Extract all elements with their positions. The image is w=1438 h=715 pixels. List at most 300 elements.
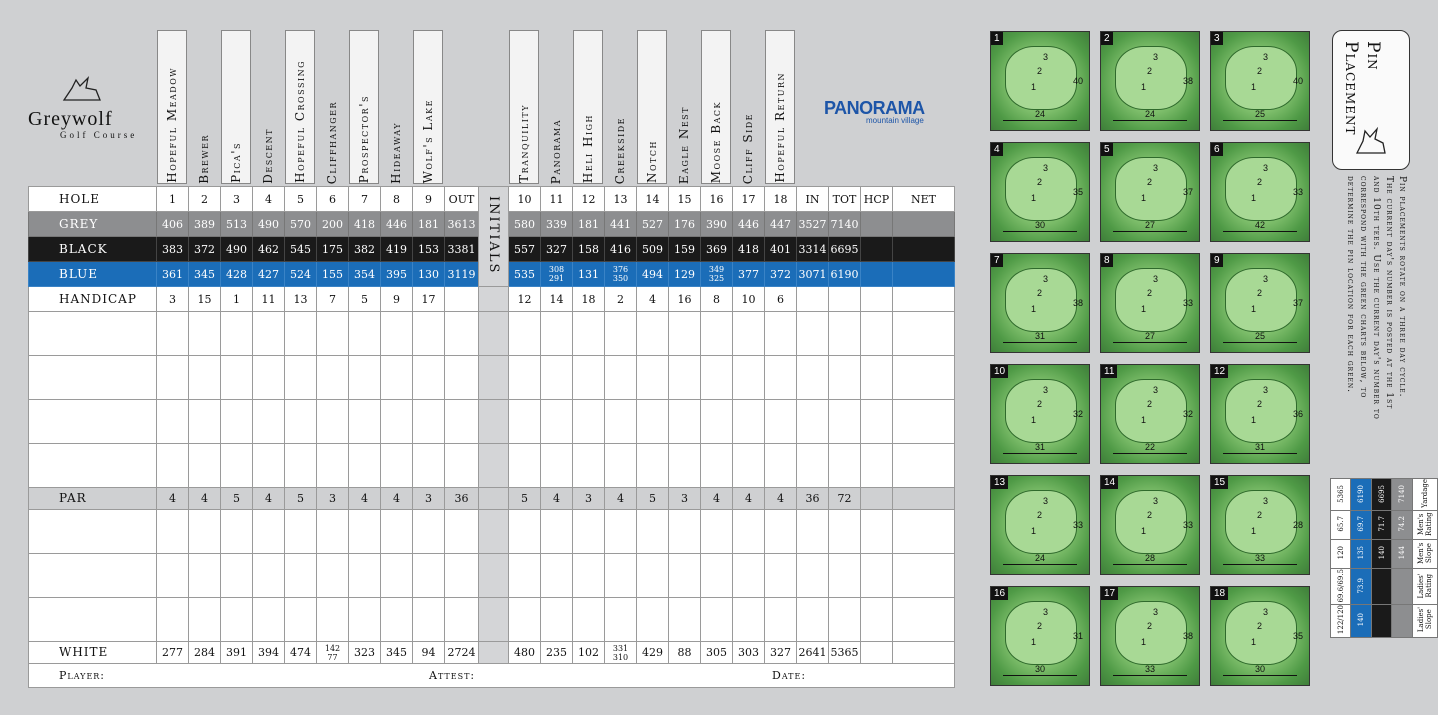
hole-name-label: Hopeful Crossing xyxy=(293,60,307,183)
cell: 427 xyxy=(253,262,285,287)
cell xyxy=(479,187,509,287)
par-row xyxy=(29,488,955,510)
hole-name xyxy=(381,70,411,184)
cell xyxy=(157,400,189,444)
cell: BLACK xyxy=(29,237,157,262)
green-width: 30 xyxy=(1035,664,1046,674)
cell: 391 xyxy=(221,642,253,664)
pin-zone-1: 1 xyxy=(1141,637,1147,647)
score-entry-row[interactable] xyxy=(29,356,955,400)
cell xyxy=(29,554,157,598)
rating-cell xyxy=(1331,510,1351,539)
green-outline xyxy=(1225,46,1297,110)
cell: 2724 xyxy=(445,642,479,664)
cell: 372 xyxy=(189,237,221,262)
cell xyxy=(253,510,285,554)
cell xyxy=(797,356,829,400)
cell xyxy=(573,554,605,598)
green-chart xyxy=(1100,253,1200,353)
cell: 7 xyxy=(349,187,381,212)
cell xyxy=(29,444,157,488)
pin-zone-2: 2 xyxy=(1037,66,1043,76)
cell: 570 xyxy=(285,212,317,237)
cell: 12 xyxy=(509,287,541,312)
rating-value: 140 xyxy=(1377,546,1386,560)
cell xyxy=(861,400,893,444)
scorecard-table xyxy=(28,186,955,688)
green-chart xyxy=(990,475,1090,575)
cell: 390 xyxy=(701,212,733,237)
attest-label[interactable]: Attest: xyxy=(429,669,476,682)
cell xyxy=(541,554,573,598)
pin-zone-2: 2 xyxy=(1147,510,1153,520)
cell xyxy=(29,510,157,554)
green-outline xyxy=(1005,379,1077,443)
green-width: 25 xyxy=(1255,109,1266,119)
cell xyxy=(797,554,829,598)
green-width: 31 xyxy=(1035,331,1046,341)
green-depth: 37 xyxy=(1292,298,1303,308)
cell xyxy=(861,312,893,356)
cell: 327 xyxy=(541,237,573,262)
score-entry-row[interactable] xyxy=(29,554,955,598)
cell: 339 xyxy=(541,212,573,237)
cell: 3119 xyxy=(445,262,479,287)
pin-zone-3: 3 xyxy=(1153,385,1159,395)
rating-value: 69.6/69.5 xyxy=(1336,568,1345,603)
cell: 6 xyxy=(765,287,797,312)
cell xyxy=(445,287,479,312)
cell xyxy=(829,598,861,642)
cell xyxy=(349,598,381,642)
pin-zone-2: 2 xyxy=(1037,621,1043,631)
cell: 361 xyxy=(157,262,189,287)
cell xyxy=(479,598,509,642)
green-number: 12 xyxy=(1211,365,1228,378)
cell xyxy=(733,312,765,356)
cell: 4 xyxy=(349,488,381,510)
green-depth: 32 xyxy=(1072,409,1083,419)
width-bar xyxy=(1003,342,1077,343)
green-chart xyxy=(1210,253,1310,353)
cell xyxy=(733,400,765,444)
cell xyxy=(605,554,637,598)
pin-zone-2: 2 xyxy=(1147,288,1153,298)
cell: 418 xyxy=(349,212,381,237)
cell xyxy=(765,312,797,356)
cell xyxy=(445,554,479,598)
score-entry-row[interactable] xyxy=(29,598,955,642)
rating-cell xyxy=(1331,479,1351,511)
cell: 345 xyxy=(189,262,221,287)
cell xyxy=(349,444,381,488)
player-label[interactable]: Player: xyxy=(59,669,106,682)
cell xyxy=(157,598,189,642)
ratings-row xyxy=(1331,510,1438,539)
green-depth: 33 xyxy=(1072,520,1083,530)
cell xyxy=(253,554,285,598)
cell xyxy=(445,598,479,642)
rating-cell xyxy=(1331,605,1351,637)
cell: 18 xyxy=(573,287,605,312)
cell: 88 xyxy=(669,642,701,664)
cell: 557 xyxy=(509,237,541,262)
green-number: 13 xyxy=(991,476,1008,489)
cell xyxy=(893,400,955,444)
cell xyxy=(253,598,285,642)
green-outline xyxy=(1005,268,1077,332)
cell: 8 xyxy=(701,287,733,312)
cell xyxy=(509,356,541,400)
cell: 3 xyxy=(221,187,253,212)
cell: 5 xyxy=(285,187,317,212)
pin-title-2: Placement xyxy=(1341,41,1361,136)
rating-cell xyxy=(1392,510,1412,539)
ratings-row xyxy=(1331,568,1438,605)
cell xyxy=(765,444,797,488)
cell xyxy=(221,400,253,444)
cell: 401 xyxy=(765,237,797,262)
cell xyxy=(573,356,605,400)
cell xyxy=(701,444,733,488)
score-entry-row[interactable] xyxy=(29,444,955,488)
cell xyxy=(221,444,253,488)
green-outline xyxy=(1005,490,1077,554)
cell: IN xyxy=(797,187,829,212)
cell: 509 xyxy=(637,237,669,262)
pin-zone-3: 3 xyxy=(1043,163,1049,173)
cell xyxy=(637,356,669,400)
hole-name-label: Heli High xyxy=(581,113,595,183)
cell: 308 291 xyxy=(541,262,573,287)
cell xyxy=(349,554,381,598)
rating-header: Ladies' Rating xyxy=(1416,573,1433,599)
hole-number-row xyxy=(29,187,955,212)
cell xyxy=(701,598,733,642)
cell xyxy=(861,598,893,642)
cell xyxy=(413,444,445,488)
pin-title-1: Pin xyxy=(1363,41,1383,71)
cell: 4 xyxy=(189,488,221,510)
cell: 5 xyxy=(349,287,381,312)
cell xyxy=(285,356,317,400)
pin-zone-3: 3 xyxy=(1153,607,1159,617)
cell xyxy=(637,510,669,554)
cell: 3314 xyxy=(797,237,829,262)
cell: 406 xyxy=(157,212,189,237)
cell xyxy=(479,444,509,488)
pin-zone-2: 2 xyxy=(1147,621,1153,631)
hole-name xyxy=(669,70,699,184)
cell xyxy=(669,510,701,554)
cell: 323 xyxy=(349,642,381,664)
green-width: 33 xyxy=(1145,664,1156,674)
cell xyxy=(413,554,445,598)
cell xyxy=(701,312,733,356)
cell: 447 xyxy=(765,212,797,237)
width-bar xyxy=(1223,453,1297,454)
green-depth: 38 xyxy=(1072,298,1083,308)
cell: 5 xyxy=(221,488,253,510)
cell xyxy=(701,554,733,598)
green-chart xyxy=(1100,364,1200,464)
cell xyxy=(285,510,317,554)
cell xyxy=(893,312,955,356)
cell: 3381 xyxy=(445,237,479,262)
hole-name-label: Eagle Nest xyxy=(677,105,691,184)
cell xyxy=(573,400,605,444)
green-outline xyxy=(1225,157,1297,221)
hole-name xyxy=(221,30,251,184)
cell: 200 xyxy=(317,212,349,237)
cell: PAR xyxy=(29,488,157,510)
green-width: 22 xyxy=(1145,442,1156,452)
cell: 235 xyxy=(541,642,573,664)
cell: 15 xyxy=(189,287,221,312)
cell xyxy=(381,400,413,444)
rating-cell xyxy=(1371,479,1391,511)
green-depth: 33 xyxy=(1182,298,1193,308)
cell xyxy=(29,356,157,400)
pin-zone-3: 3 xyxy=(1153,163,1159,173)
cell xyxy=(509,554,541,598)
green-chart xyxy=(990,364,1090,464)
cell: 490 xyxy=(253,212,285,237)
score-entry-row[interactable] xyxy=(29,510,955,554)
cell xyxy=(381,356,413,400)
cell xyxy=(765,598,797,642)
cell xyxy=(253,356,285,400)
green-depth: 35 xyxy=(1072,187,1083,197)
green-chart xyxy=(990,253,1090,353)
cell xyxy=(797,598,829,642)
pin-zone-1: 1 xyxy=(1251,304,1257,314)
cell: 441 xyxy=(605,212,637,237)
rating-cell xyxy=(1371,539,1391,568)
rating-cell xyxy=(1371,510,1391,539)
cell: 16 xyxy=(669,287,701,312)
cell xyxy=(573,312,605,356)
pin-zone-2: 2 xyxy=(1257,621,1263,631)
pin-zone-2: 2 xyxy=(1037,177,1043,187)
cell xyxy=(893,554,955,598)
cell: 12 xyxy=(573,187,605,212)
green-depth: 33 xyxy=(1182,520,1193,530)
rating-cell xyxy=(1392,568,1412,605)
cell: HOLE xyxy=(29,187,157,212)
cell: 5 xyxy=(509,488,541,510)
hole-name xyxy=(317,70,347,184)
cell xyxy=(349,312,381,356)
cell xyxy=(861,554,893,598)
cell: 3071 xyxy=(797,262,829,287)
cell xyxy=(541,598,573,642)
cell xyxy=(893,510,955,554)
rating-header-cell xyxy=(1412,568,1437,605)
greywolf-logo-icon xyxy=(62,74,102,104)
width-bar xyxy=(1223,120,1297,121)
rating-cell xyxy=(1351,568,1371,605)
pin-zone-1: 1 xyxy=(1031,415,1037,425)
cell xyxy=(829,510,861,554)
pin-zone-1: 1 xyxy=(1031,82,1037,92)
rating-header-cell xyxy=(1412,479,1437,511)
cell xyxy=(797,287,829,312)
cell xyxy=(479,510,509,554)
cell xyxy=(189,554,221,598)
cell: 327 xyxy=(765,642,797,664)
rating-header: Yardage xyxy=(1420,479,1429,508)
initials-label: INITIALS xyxy=(486,196,501,275)
cell: 345 xyxy=(381,642,413,664)
cell xyxy=(733,510,765,554)
cell: 102 xyxy=(573,642,605,664)
hole-name-label: Notch xyxy=(645,140,659,183)
cell: 376 350 xyxy=(605,262,637,287)
green-number: 11 xyxy=(1101,365,1117,378)
cell xyxy=(765,356,797,400)
pin-zone-3: 3 xyxy=(1153,52,1159,62)
pin-zone-3: 3 xyxy=(1263,496,1269,506)
cell: 14 xyxy=(541,287,573,312)
green-number: 2 xyxy=(1101,32,1113,45)
cell xyxy=(829,400,861,444)
cell xyxy=(765,510,797,554)
rating-value: 6190 xyxy=(1357,484,1366,503)
cell: 524 xyxy=(285,262,317,287)
date-label[interactable]: Date: xyxy=(772,669,807,682)
cell xyxy=(189,444,221,488)
cell: 8 xyxy=(381,187,413,212)
green-number: 10 xyxy=(991,365,1008,378)
rating-cell xyxy=(1351,510,1371,539)
hole-name-label: Moose Back xyxy=(709,100,723,183)
cell xyxy=(605,356,637,400)
green-depth: 36 xyxy=(1292,409,1303,419)
pin-instruction-line: The current day's number is posted at the 1st xyxy=(1384,176,1394,410)
green-number: 7 xyxy=(991,254,1003,267)
cell xyxy=(797,400,829,444)
hole-name-label: Panorama xyxy=(549,118,563,184)
rating-cell xyxy=(1331,539,1351,568)
cell xyxy=(479,356,509,400)
pin-zone-2: 2 xyxy=(1257,66,1263,76)
cell: 131 xyxy=(573,262,605,287)
cell xyxy=(349,400,381,444)
cell xyxy=(381,510,413,554)
cell xyxy=(861,510,893,554)
cell xyxy=(893,287,955,312)
score-entry-row[interactable] xyxy=(29,312,955,356)
rating-cell xyxy=(1371,605,1391,637)
cell xyxy=(893,598,955,642)
rating-header-cell xyxy=(1412,539,1437,568)
cell xyxy=(285,400,317,444)
cell xyxy=(253,312,285,356)
cell: 513 xyxy=(221,212,253,237)
cell: 142 77 xyxy=(317,642,349,664)
cell xyxy=(317,598,349,642)
cell xyxy=(637,598,669,642)
cell xyxy=(157,510,189,554)
green-depth: 32 xyxy=(1182,409,1193,419)
cell: 535 xyxy=(509,262,541,287)
width-bar xyxy=(1113,453,1187,454)
green-depth: 40 xyxy=(1292,76,1303,86)
green-chart xyxy=(990,586,1090,686)
green-width: 30 xyxy=(1035,220,1046,230)
cell xyxy=(893,356,955,400)
cell xyxy=(479,642,509,664)
green-width: 27 xyxy=(1145,220,1156,230)
greywolf-subtitle: Golf Course xyxy=(60,130,138,140)
pin-zone-1: 1 xyxy=(1031,304,1037,314)
cell: GREY xyxy=(29,212,157,237)
width-bar xyxy=(1223,564,1297,565)
cell xyxy=(765,554,797,598)
rating-header: Ladies' Slope xyxy=(1416,607,1433,633)
cell xyxy=(189,598,221,642)
pin-zone-3: 3 xyxy=(1043,607,1049,617)
cell: 474 xyxy=(285,642,317,664)
cell xyxy=(541,444,573,488)
cell xyxy=(285,598,317,642)
hole-name xyxy=(701,30,731,184)
cell xyxy=(573,598,605,642)
pin-zone-3: 3 xyxy=(1263,52,1269,62)
rating-value: 120 xyxy=(1336,546,1345,560)
cell xyxy=(413,312,445,356)
green-number: 1 xyxy=(991,32,1003,45)
rating-cell xyxy=(1371,568,1391,605)
cell xyxy=(413,510,445,554)
pin-zone-3: 3 xyxy=(1263,163,1269,173)
cell: 10 xyxy=(733,287,765,312)
cell xyxy=(797,510,829,554)
green-number: 4 xyxy=(991,143,1003,156)
green-number: 3 xyxy=(1211,32,1223,45)
cell: 3527 xyxy=(797,212,829,237)
cell xyxy=(157,312,189,356)
cell xyxy=(29,400,157,444)
cell: 5 xyxy=(285,488,317,510)
cell: 446 xyxy=(733,212,765,237)
cell: 428 xyxy=(221,262,253,287)
cell xyxy=(381,444,413,488)
cell xyxy=(797,312,829,356)
rating-value: 122/120 xyxy=(1336,605,1345,635)
green-outline xyxy=(1115,268,1187,332)
green-depth: 38 xyxy=(1182,76,1193,86)
cell xyxy=(605,510,637,554)
rating-value: 73.9 xyxy=(1357,577,1366,594)
rating-header: Men's Slope xyxy=(1416,542,1433,564)
green-number: 14 xyxy=(1101,476,1118,489)
green-chart xyxy=(1210,364,1310,464)
cell xyxy=(413,400,445,444)
cell xyxy=(637,400,669,444)
pin-zone-2: 2 xyxy=(1147,399,1153,409)
score-entry-row[interactable] xyxy=(29,400,955,444)
pin-zone-2: 2 xyxy=(1037,510,1043,520)
cell: 4 xyxy=(637,287,669,312)
cell xyxy=(189,356,221,400)
cell: 155 xyxy=(317,262,349,287)
hole-name xyxy=(733,70,763,184)
green-chart xyxy=(1210,142,1310,242)
green-number: 9 xyxy=(1211,254,1223,267)
cell xyxy=(445,444,479,488)
